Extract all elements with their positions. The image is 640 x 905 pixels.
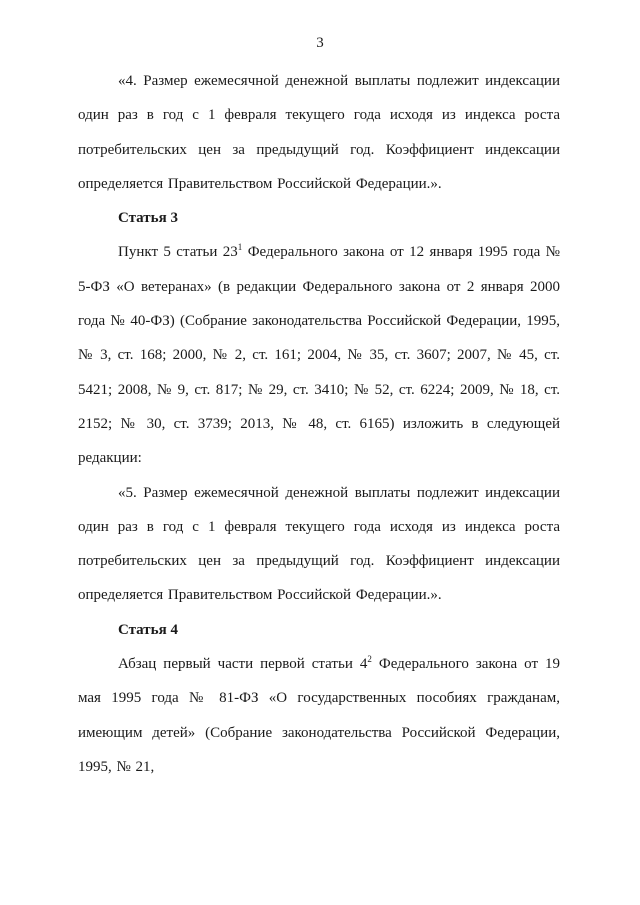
paragraph-text-end: Федерального закона от 12 января 1995 года № 5-ФЗ «О ветеранах» (в редакции Федерального закона от 2 января 2000 года № 40-ФЗ) (Собрание законодательства Российской Федерации, 1995, № 3, ст. 168; 2000, № 2, ст. 161; 2004, № 35, ст. 3607; 2007, № 45, ст. 5421; 2008, № 9, ст. 817; № 29, ст. 3410; № 52, ст. 6224; 2009, № 18, ст. 2152; № 30, ст. 3739; 2013, № 48, ст. 6165) изложить в следующей редакции: bbox=[78, 244, 560, 467]
paragraph-amendment-5: «5. Размер ежемесячной денежной выплаты подлежит индексации один раз в год с 1 февраля текущего года исходя из индекса роста потребительских цен за предыдущий год. Коэффициент индексации определяется Правительством Российской Федерации.». bbox=[78, 484, 560, 604]
superscript-number: 1 bbox=[237, 242, 243, 253]
superscript-number: 2 bbox=[367, 654, 372, 665]
article-4-heading: Статья 4 bbox=[118, 621, 178, 638]
paragraph-text-start: Абзац первый части первой статьи 4 bbox=[118, 656, 368, 673]
paragraph-article-3-intro bbox=[78, 235, 560, 475]
paragraph-article-4-intro bbox=[78, 647, 560, 784]
article-3-heading: Статья 3 bbox=[118, 210, 178, 227]
paragraph-text-end: Федерального закона от 19 мая 1995 года № 81-ФЗ «О государственных пособиях гражданам, имеющим детей» (Собрание законодательства Российской Федерации, 1995, № 21, bbox=[78, 656, 560, 775]
page-number: 3 bbox=[316, 35, 324, 51]
paragraph-text-start: Пункт 5 статьи 23 bbox=[118, 244, 238, 261]
document-body bbox=[78, 64, 560, 784]
paragraph-amendment-4: «4. Размер ежемесячной денежной выплаты подлежит индексации один раз в год с 1 февраля текущего года исходя из индекса роста потребительских цен за предыдущий год. Коэффициент индексации определяется Правительством Российской Федерации.». bbox=[78, 73, 560, 192]
